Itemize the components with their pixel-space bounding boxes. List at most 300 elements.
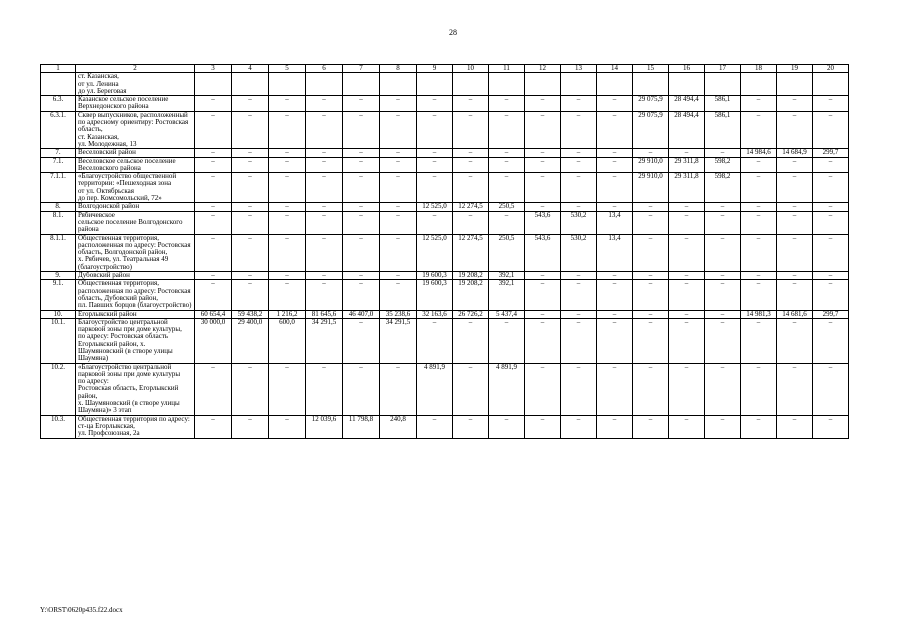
value-cell: – bbox=[232, 363, 269, 415]
value-cell: – bbox=[232, 280, 269, 310]
value-cell: – bbox=[597, 173, 633, 203]
value-cell: 12 039,6 bbox=[306, 415, 343, 438]
value-cell: – bbox=[525, 111, 561, 148]
value-cell bbox=[669, 73, 705, 96]
column-number-row bbox=[41, 65, 849, 73]
value-cell: 250,5 bbox=[489, 234, 525, 271]
value-cell: – bbox=[813, 157, 849, 173]
value-cell: 600,0 bbox=[269, 318, 306, 363]
column-number: 1 bbox=[41, 65, 76, 73]
value-cell: – bbox=[561, 173, 597, 203]
value-cell: 598,2 bbox=[705, 173, 741, 203]
column-number: 15 bbox=[633, 65, 669, 73]
value-cell: – bbox=[777, 363, 813, 415]
table-row bbox=[41, 415, 849, 438]
value-cell: – bbox=[417, 318, 453, 363]
value-cell: – bbox=[633, 149, 669, 157]
value-cell: – bbox=[453, 157, 489, 173]
value-cell: – bbox=[343, 149, 380, 157]
value-cell: 1 216,2 bbox=[269, 310, 306, 318]
column-number: 18 bbox=[741, 65, 777, 73]
value-cell: – bbox=[195, 96, 232, 112]
value-cell: – bbox=[306, 149, 343, 157]
table-row bbox=[41, 96, 849, 112]
row-name: Веселовский район bbox=[76, 149, 195, 157]
value-cell: – bbox=[269, 157, 306, 173]
value-cell: – bbox=[380, 96, 417, 112]
value-cell: – bbox=[777, 96, 813, 112]
value-cell bbox=[705, 73, 741, 96]
value-cell: – bbox=[306, 272, 343, 280]
value-cell: – bbox=[417, 157, 453, 173]
row-name: Рябичевское сельское поселение Волгодонского района bbox=[76, 211, 195, 234]
value-cell: 19 208,2 bbox=[453, 280, 489, 310]
value-cell: – bbox=[232, 272, 269, 280]
value-cell: – bbox=[741, 111, 777, 148]
value-cell: – bbox=[525, 157, 561, 173]
value-cell: – bbox=[232, 211, 269, 234]
value-cell: – bbox=[597, 111, 633, 148]
value-cell: – bbox=[380, 363, 417, 415]
value-cell: – bbox=[343, 234, 380, 271]
value-cell: – bbox=[195, 149, 232, 157]
value-cell bbox=[741, 73, 777, 96]
value-cell: – bbox=[813, 234, 849, 271]
value-cell: – bbox=[777, 318, 813, 363]
value-cell: – bbox=[417, 173, 453, 203]
value-cell: – bbox=[813, 363, 849, 415]
value-cell: – bbox=[597, 363, 633, 415]
value-cell: 29 910,0 bbox=[633, 173, 669, 203]
value-cell: 59 438,2 bbox=[232, 310, 269, 318]
value-cell: – bbox=[306, 111, 343, 148]
value-cell: – bbox=[525, 310, 561, 318]
value-cell: – bbox=[489, 157, 525, 173]
value-cell: – bbox=[525, 363, 561, 415]
value-cell: – bbox=[813, 173, 849, 203]
value-cell: 29 311,8 bbox=[669, 173, 705, 203]
value-cell: 5 437,4 bbox=[489, 310, 525, 318]
value-cell: – bbox=[633, 203, 669, 211]
value-cell: – bbox=[525, 415, 561, 438]
value-cell: – bbox=[489, 96, 525, 112]
value-cell: 13,4 bbox=[597, 234, 633, 271]
value-cell: – bbox=[453, 363, 489, 415]
value-cell bbox=[232, 73, 269, 96]
value-cell bbox=[633, 73, 669, 96]
value-cell: – bbox=[633, 234, 669, 271]
row-name: Общественная территория, расположенная по адресу: Ростовская область, Волгодонской район, х. Рябичев, ул. Театральная 49 (благоустройство) bbox=[76, 234, 195, 271]
value-cell: – bbox=[306, 234, 343, 271]
value-cell: – bbox=[741, 318, 777, 363]
value-cell: – bbox=[813, 280, 849, 310]
row-number: 7.1.1. bbox=[41, 173, 76, 203]
value-cell: 81 645,6 bbox=[306, 310, 343, 318]
row-name: ст. Казанская, от ул. Ленина до ул. Береговая bbox=[76, 73, 195, 96]
value-cell: – bbox=[777, 272, 813, 280]
column-number: 12 bbox=[525, 65, 561, 73]
row-number: 7.1. bbox=[41, 157, 76, 173]
row-name: Егорлыкский район bbox=[76, 310, 195, 318]
value-cell: – bbox=[741, 211, 777, 234]
value-cell: – bbox=[195, 280, 232, 310]
value-cell: – bbox=[269, 111, 306, 148]
value-cell: – bbox=[195, 415, 232, 438]
value-cell: 19 208,2 bbox=[453, 272, 489, 280]
value-cell: – bbox=[269, 211, 306, 234]
value-cell: – bbox=[306, 211, 343, 234]
value-cell: – bbox=[777, 157, 813, 173]
column-number: 3 bbox=[195, 65, 232, 73]
value-cell: – bbox=[489, 173, 525, 203]
value-cell: – bbox=[813, 111, 849, 148]
row-name: «Благоустройство общественной территории: «Пешеходная зона от ул. Октябрьская до пер. Комсомольский, 72» bbox=[76, 173, 195, 203]
value-cell: 392,1 bbox=[489, 272, 525, 280]
value-cell: – bbox=[343, 173, 380, 203]
value-cell: – bbox=[306, 203, 343, 211]
value-cell: – bbox=[343, 211, 380, 234]
column-number: 13 bbox=[561, 65, 597, 73]
value-cell: – bbox=[561, 96, 597, 112]
value-cell: – bbox=[343, 272, 380, 280]
value-cell: – bbox=[343, 280, 380, 310]
value-cell: – bbox=[633, 211, 669, 234]
value-cell: 543,6 bbox=[525, 211, 561, 234]
value-cell: – bbox=[195, 157, 232, 173]
value-cell: – bbox=[525, 272, 561, 280]
value-cell: – bbox=[306, 173, 343, 203]
value-cell: – bbox=[741, 272, 777, 280]
value-cell: – bbox=[597, 272, 633, 280]
column-number: 8 bbox=[380, 65, 417, 73]
value-cell: 530,2 bbox=[561, 211, 597, 234]
column-number: 4 bbox=[232, 65, 269, 73]
value-cell: – bbox=[741, 415, 777, 438]
value-cell: – bbox=[597, 310, 633, 318]
value-cell: – bbox=[561, 363, 597, 415]
value-cell: – bbox=[669, 280, 705, 310]
value-cell: – bbox=[269, 173, 306, 203]
row-name: Казанское сельское поселение Верхнедонского района bbox=[76, 96, 195, 112]
value-cell: 14 681,6 bbox=[777, 310, 813, 318]
value-cell: – bbox=[380, 211, 417, 234]
value-cell: – bbox=[777, 203, 813, 211]
value-cell: – bbox=[705, 203, 741, 211]
column-number: 20 bbox=[813, 65, 849, 73]
value-cell: – bbox=[741, 280, 777, 310]
value-cell: 392,1 bbox=[489, 280, 525, 310]
value-cell: – bbox=[597, 203, 633, 211]
value-cell: – bbox=[380, 157, 417, 173]
value-cell: – bbox=[232, 203, 269, 211]
value-cell: – bbox=[669, 415, 705, 438]
value-cell: 32 163,6 bbox=[417, 310, 453, 318]
value-cell: – bbox=[306, 280, 343, 310]
column-number: 16 bbox=[669, 65, 705, 73]
value-cell: – bbox=[453, 96, 489, 112]
row-number bbox=[41, 73, 76, 96]
budget-table bbox=[40, 64, 849, 439]
value-cell: – bbox=[777, 280, 813, 310]
value-cell bbox=[269, 73, 306, 96]
column-number: 11 bbox=[489, 65, 525, 73]
value-cell: 250,5 bbox=[489, 203, 525, 211]
value-cell: 29 400,0 bbox=[232, 318, 269, 363]
value-cell: 34 291,5 bbox=[380, 318, 417, 363]
row-number: 10.1. bbox=[41, 318, 76, 363]
value-cell: 29 075,9 bbox=[633, 111, 669, 148]
row-name: Веселовское сельское поселение Веселовского района bbox=[76, 157, 195, 173]
value-cell: – bbox=[453, 415, 489, 438]
value-cell: – bbox=[343, 157, 380, 173]
value-cell: 586,1 bbox=[705, 111, 741, 148]
value-cell: – bbox=[489, 415, 525, 438]
row-name: Волгодонской район bbox=[76, 203, 195, 211]
column-number: 9 bbox=[417, 65, 453, 73]
value-cell: 11 798,8 bbox=[343, 415, 380, 438]
value-cell: – bbox=[380, 149, 417, 157]
value-cell: – bbox=[633, 310, 669, 318]
column-number: 6 bbox=[306, 65, 343, 73]
value-cell: 12 274,5 bbox=[453, 203, 489, 211]
column-number: 10 bbox=[453, 65, 489, 73]
value-cell: – bbox=[195, 203, 232, 211]
value-cell: – bbox=[741, 234, 777, 271]
value-cell bbox=[561, 73, 597, 96]
value-cell: – bbox=[525, 280, 561, 310]
value-cell: – bbox=[195, 363, 232, 415]
value-cell: 14 981,3 bbox=[741, 310, 777, 318]
value-cell: – bbox=[525, 149, 561, 157]
value-cell: 34 291,5 bbox=[306, 318, 343, 363]
row-name: Дубовский район bbox=[76, 272, 195, 280]
value-cell: 4 891,9 bbox=[489, 363, 525, 415]
value-cell: – bbox=[561, 149, 597, 157]
value-cell: – bbox=[195, 272, 232, 280]
value-cell: – bbox=[380, 234, 417, 271]
value-cell: – bbox=[269, 234, 306, 271]
value-cell: – bbox=[669, 234, 705, 271]
value-cell: – bbox=[597, 149, 633, 157]
row-number: 9.1. bbox=[41, 280, 76, 310]
value-cell: – bbox=[777, 111, 813, 148]
value-cell: – bbox=[705, 280, 741, 310]
table-row bbox=[41, 234, 849, 271]
value-cell: – bbox=[489, 211, 525, 234]
value-cell: – bbox=[561, 310, 597, 318]
value-cell: – bbox=[380, 203, 417, 211]
value-cell: – bbox=[232, 157, 269, 173]
value-cell: – bbox=[777, 211, 813, 234]
table-row bbox=[41, 310, 849, 318]
value-cell: 26 726,2 bbox=[453, 310, 489, 318]
value-cell: – bbox=[813, 318, 849, 363]
value-cell: – bbox=[561, 203, 597, 211]
value-cell: 46 407,0 bbox=[343, 310, 380, 318]
value-cell: – bbox=[195, 211, 232, 234]
value-cell: – bbox=[195, 111, 232, 148]
value-cell: – bbox=[633, 415, 669, 438]
value-cell bbox=[417, 73, 453, 96]
value-cell: – bbox=[705, 318, 741, 363]
value-cell: – bbox=[813, 96, 849, 112]
table-row bbox=[41, 149, 849, 157]
page-number: 28 bbox=[449, 28, 457, 37]
table-row bbox=[41, 73, 849, 96]
value-cell: – bbox=[380, 111, 417, 148]
value-cell: – bbox=[306, 157, 343, 173]
value-cell: – bbox=[813, 272, 849, 280]
row-number: 10.3. bbox=[41, 415, 76, 438]
value-cell: – bbox=[525, 96, 561, 112]
value-cell: – bbox=[669, 363, 705, 415]
value-cell: – bbox=[269, 272, 306, 280]
value-cell: – bbox=[195, 234, 232, 271]
value-cell: – bbox=[489, 111, 525, 148]
value-cell: – bbox=[525, 173, 561, 203]
value-cell: 299,7 bbox=[813, 149, 849, 157]
value-cell: – bbox=[669, 211, 705, 234]
value-cell: – bbox=[489, 318, 525, 363]
value-cell: – bbox=[705, 415, 741, 438]
value-cell: – bbox=[380, 173, 417, 203]
row-name: Благоустройство центральной парковой зоны при доме культуры, по адресу: Ростовская область Егорлыкский район, х. Шаумяновский (в створе улицы Шаумяна) bbox=[76, 318, 195, 363]
value-cell: – bbox=[306, 96, 343, 112]
value-cell: 13,4 bbox=[597, 211, 633, 234]
file-path-footer: Y:\ORST\0620p435.f22.docx bbox=[40, 606, 123, 614]
value-cell: 29 910,0 bbox=[633, 157, 669, 173]
value-cell: 598,2 bbox=[705, 157, 741, 173]
value-cell: – bbox=[417, 149, 453, 157]
value-cell: – bbox=[525, 318, 561, 363]
value-cell: – bbox=[195, 173, 232, 203]
value-cell: – bbox=[343, 363, 380, 415]
value-cell: – bbox=[741, 157, 777, 173]
value-cell: – bbox=[269, 149, 306, 157]
value-cell: – bbox=[777, 415, 813, 438]
value-cell: – bbox=[633, 318, 669, 363]
value-cell bbox=[597, 73, 633, 96]
value-cell: – bbox=[561, 415, 597, 438]
row-name: «Благоустройство центральной парковой зоны при доме культуры по адресу: Ростовская область, Егорлыкский район, х. Шаумяновский (в створе улицы Шаумяна)» 3 этап bbox=[76, 363, 195, 415]
column-number: 17 bbox=[705, 65, 741, 73]
table-body bbox=[41, 65, 849, 439]
value-cell: – bbox=[417, 111, 453, 148]
value-cell: – bbox=[777, 173, 813, 203]
value-cell: – bbox=[597, 96, 633, 112]
value-cell: – bbox=[669, 318, 705, 363]
value-cell: – bbox=[380, 272, 417, 280]
value-cell: – bbox=[705, 211, 741, 234]
column-number: 2 bbox=[76, 65, 195, 73]
value-cell bbox=[195, 73, 232, 96]
value-cell: – bbox=[232, 96, 269, 112]
row-number: 10. bbox=[41, 310, 76, 318]
value-cell: 240,8 bbox=[380, 415, 417, 438]
value-cell bbox=[380, 73, 417, 96]
value-cell: – bbox=[269, 415, 306, 438]
value-cell: 19 600,3 bbox=[417, 272, 453, 280]
value-cell: – bbox=[777, 234, 813, 271]
value-cell: – bbox=[741, 96, 777, 112]
value-cell: – bbox=[453, 111, 489, 148]
value-cell: – bbox=[813, 415, 849, 438]
value-cell: 4 891,9 bbox=[417, 363, 453, 415]
value-cell: – bbox=[561, 111, 597, 148]
value-cell bbox=[525, 73, 561, 96]
value-cell: – bbox=[525, 203, 561, 211]
row-number: 8.1.1. bbox=[41, 234, 76, 271]
table-row bbox=[41, 211, 849, 234]
value-cell: – bbox=[633, 363, 669, 415]
value-cell: 12 274,5 bbox=[453, 234, 489, 271]
value-cell: – bbox=[705, 363, 741, 415]
table-row bbox=[41, 363, 849, 415]
row-name: Общественная территория, расположенная по адресу: Ростовская область, Дубовский район, пл. Павших борцов (благоустройство) bbox=[76, 280, 195, 310]
value-cell: – bbox=[741, 203, 777, 211]
value-cell: 12 525,0 bbox=[417, 234, 453, 271]
value-cell: – bbox=[561, 157, 597, 173]
table-row bbox=[41, 272, 849, 280]
value-cell: – bbox=[705, 149, 741, 157]
value-cell: – bbox=[705, 272, 741, 280]
value-cell: 30 000,0 bbox=[195, 318, 232, 363]
row-number: 6.3. bbox=[41, 96, 76, 112]
value-cell: 60 654,4 bbox=[195, 310, 232, 318]
value-cell: – bbox=[343, 318, 380, 363]
value-cell: – bbox=[561, 280, 597, 310]
table-row bbox=[41, 203, 849, 211]
value-cell: – bbox=[343, 111, 380, 148]
value-cell: 35 238,6 bbox=[380, 310, 417, 318]
value-cell bbox=[343, 73, 380, 96]
value-cell: 14 684,9 bbox=[777, 149, 813, 157]
value-cell: 28 494,4 bbox=[669, 96, 705, 112]
value-cell: – bbox=[269, 203, 306, 211]
row-number: 7. bbox=[41, 149, 76, 157]
value-cell: – bbox=[813, 203, 849, 211]
value-cell: – bbox=[669, 149, 705, 157]
value-cell: 299,7 bbox=[813, 310, 849, 318]
value-cell: – bbox=[489, 149, 525, 157]
value-cell bbox=[777, 73, 813, 96]
value-cell: – bbox=[232, 149, 269, 157]
value-cell: – bbox=[232, 173, 269, 203]
value-cell: – bbox=[597, 280, 633, 310]
value-cell: – bbox=[269, 280, 306, 310]
value-cell bbox=[813, 73, 849, 96]
row-number: 9. bbox=[41, 272, 76, 280]
value-cell: – bbox=[741, 363, 777, 415]
value-cell: – bbox=[705, 310, 741, 318]
value-cell: – bbox=[417, 415, 453, 438]
value-cell: – bbox=[453, 149, 489, 157]
value-cell: – bbox=[343, 96, 380, 112]
row-number: 6.3.1. bbox=[41, 111, 76, 148]
value-cell: – bbox=[633, 272, 669, 280]
value-cell: – bbox=[232, 111, 269, 148]
column-number: 14 bbox=[597, 65, 633, 73]
value-cell: 29 311,8 bbox=[669, 157, 705, 173]
value-cell: – bbox=[669, 272, 705, 280]
value-cell: – bbox=[453, 211, 489, 234]
value-cell bbox=[453, 73, 489, 96]
value-cell: 586,1 bbox=[705, 96, 741, 112]
value-cell: – bbox=[232, 234, 269, 271]
value-cell: – bbox=[453, 318, 489, 363]
table-row bbox=[41, 157, 849, 173]
value-cell: – bbox=[306, 363, 343, 415]
